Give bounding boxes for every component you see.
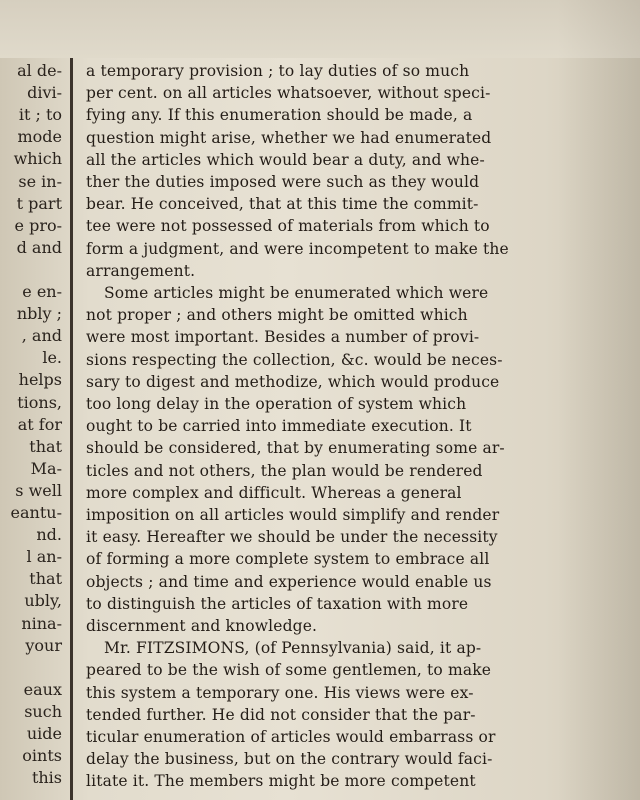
text-line: of forming a more complete system to embrace all <box>86 550 490 569</box>
left-column-line: your <box>25 635 62 655</box>
text-line: imposition on all articles would simplify and render <box>86 506 500 524</box>
left-column-line: which <box>13 149 62 169</box>
left-column-line: d and <box>16 237 62 257</box>
left-column-line: such <box>24 701 62 721</box>
text-line: ought to be carried into immediate execution. It <box>86 417 472 436</box>
left-column-line: eaux <box>23 679 62 699</box>
text-line: tended further. He did not consider that the par- <box>86 705 476 724</box>
text-line: were most important. Besides a number of provi- <box>86 328 480 347</box>
text-line: it easy. Hereafter we should be under the necessity <box>86 528 498 547</box>
left-column-line: helps <box>18 370 62 390</box>
left-column-line: s well <box>15 480 62 500</box>
left-column-line: e en- <box>22 282 62 301</box>
main-column-text <box>86 60 556 800</box>
text-line: bear. He conceived, that at this time the commit- <box>86 195 479 214</box>
page-shadow <box>558 0 640 800</box>
left-column-line: nina- <box>21 613 62 633</box>
text-line: sary to digest and methodize, which would produce <box>86 372 500 391</box>
text-line: should be considered, that by enumerating some ar- <box>86 439 505 458</box>
left-column-text <box>0 58 64 800</box>
text-line: delay the business, but on the contrary would faci- <box>86 750 493 769</box>
left-column-line: le. <box>42 348 62 368</box>
left-column-line: divi- <box>27 83 62 103</box>
text-line: Mr. FITZSIMONS, (of Pennsylvania) said, it ap- <box>104 639 482 658</box>
text-line: too long delay in the operation of system which <box>86 395 467 413</box>
left-column-line: t part <box>16 193 62 213</box>
left-column-line: that <box>29 569 62 589</box>
text-line: fying any. If this enumeration should be made, a <box>86 106 473 125</box>
left-column-line: uide <box>26 724 62 743</box>
column-rule <box>70 58 73 800</box>
text-line: not proper ; and others might be omitted which <box>86 306 468 325</box>
text-line: sions respecting the collection, &c. would be neces- <box>86 350 503 369</box>
text-line: ticular enumeration of articles would embarrass or <box>86 728 496 746</box>
text-line: a temporary provision ; to lay duties of so much <box>86 62 470 80</box>
left-column-line: that <box>29 436 62 456</box>
left-column-line: it ; to <box>18 105 62 125</box>
left-column-line: Ma- <box>30 458 62 478</box>
text-line: more complex and difficult. Whereas a general <box>86 483 462 502</box>
text-line: this system a temporary one. His views were ex- <box>86 683 474 702</box>
left-column-line: e pro- <box>14 215 62 235</box>
left-column-line: ubly, <box>24 591 62 611</box>
text-line: ther the duties imposed were such as they would <box>86 173 480 191</box>
left-column-line: l an- <box>26 547 62 567</box>
text-line: per cent. on all articles whatsoever, without speci- <box>86 84 491 103</box>
text-line: arrangement. <box>86 261 196 280</box>
page-top-margin <box>0 0 640 58</box>
text-line: to distinguish the articles of taxation with more <box>86 594 469 613</box>
left-column-line: eantu- <box>10 503 62 522</box>
left-column-line: at for <box>17 414 62 434</box>
text-line: tee were not possessed of materials from which to <box>86 217 490 236</box>
left-column-line: nd. <box>36 525 62 545</box>
text-line: form a judgment, and were incompetent to make the <box>86 239 509 258</box>
text-line: litate it. The members might be more competent <box>86 772 476 791</box>
text-line: ticles and not others, the plan would be rendered <box>86 461 483 480</box>
text-line: Some articles might be enumerated which were <box>104 284 489 302</box>
left-column-line: this <box>31 768 62 788</box>
left-column-line: , and <box>21 326 62 346</box>
left-column-line: mode <box>17 127 62 147</box>
left-column-line: al de- <box>17 61 62 80</box>
text-line: all the articles which would bear a duty, and whe- <box>86 150 485 169</box>
left-column-line: oints <box>22 746 62 766</box>
text-line: objects ; and time and experience would enable us <box>86 572 492 591</box>
text-line: peared to be the wish of some gentlemen, to make <box>86 661 492 680</box>
left-column-line: nbly ; <box>16 304 62 324</box>
text-line: question might arise, whether we had enumerated <box>86 128 492 147</box>
left-column-line: tions, <box>17 392 62 412</box>
text-line: discernment and knowledge. <box>86 617 318 635</box>
left-column-line: se in- <box>18 171 62 191</box>
